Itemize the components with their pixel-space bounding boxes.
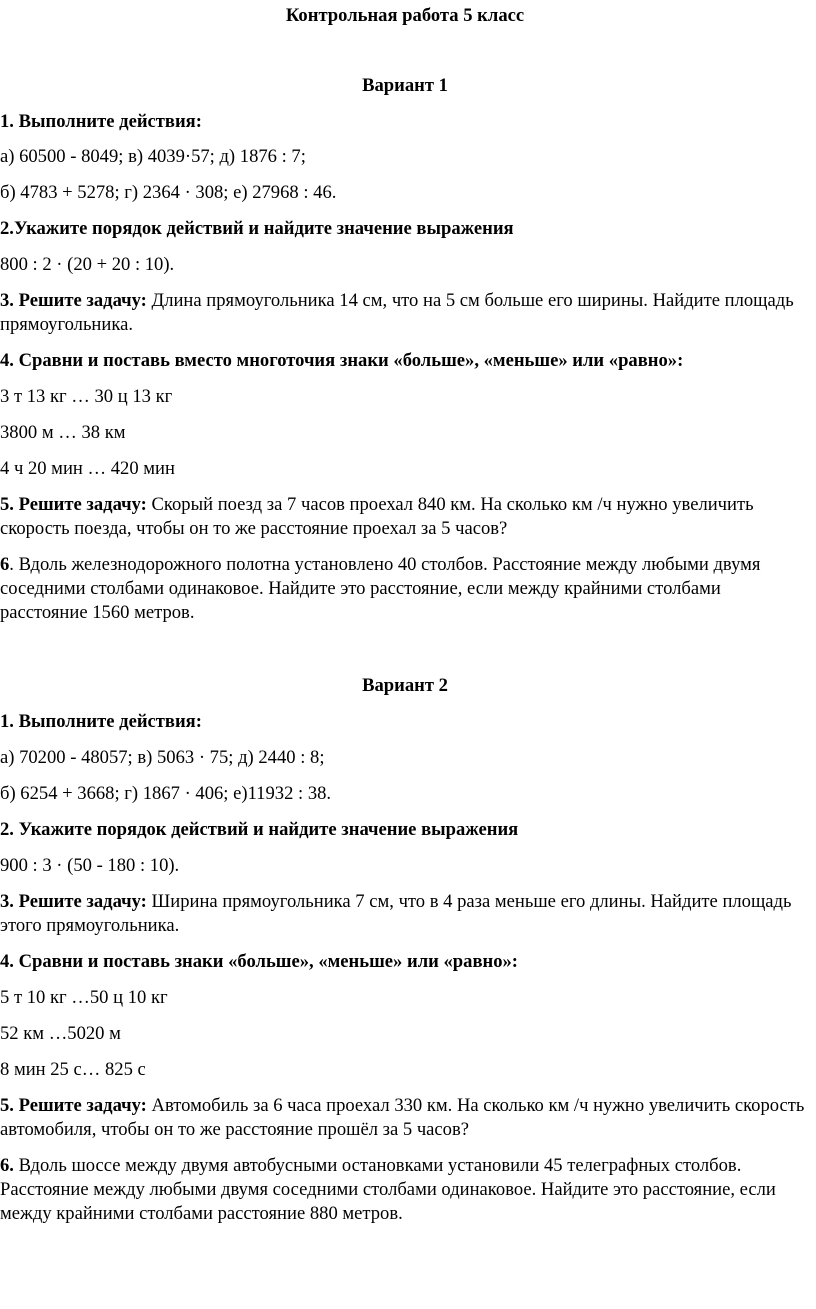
variant-1-task-2-expression: 800 : 2 · (20 + 20 : 10). bbox=[0, 254, 175, 275]
variant-1-task-5-text: Скорый поезд за 7 часов проехал 840 км. На сколько км /ч нужно увеличить скорость поезда, чтобы он то же расстояние проехал за 5 часов? bbox=[0, 494, 754, 539]
variant-1-task-6-label: 6 bbox=[0, 554, 10, 575]
variant-2-task-1-line-b: б) 6254 + 3668; г) 1867 · 406; е)11932 : 38. bbox=[0, 783, 332, 804]
variant-1-task-3-text: Длина прямоугольника 14 см, что на 5 см больше его ширины. Найдите площадь прямоугольника. bbox=[0, 290, 794, 335]
variant-1-task-6-text: . Вдоль железнодорожного полотна установлено 40 столбов. Расстояние между любыми двумя соседними столбами одинаковое. Найдите это расстояние, если между крайними столбами расстояние 1560 метров. bbox=[0, 554, 761, 623]
variant-1-task-4-item-2: 3800 м … 38 км bbox=[0, 422, 126, 443]
variant-1-task-4-item-3: 4 ч 20 мин … 420 мин bbox=[0, 458, 175, 479]
variant-1-task-4-title: 4. Сравни и поставь вместо многоточия знаки «больше», «меньше» или «равно»: bbox=[0, 350, 684, 371]
variant-1-task-1-title: 1. Выполните действия: bbox=[0, 111, 202, 132]
variant-2-task-6-label: 6. bbox=[0, 1155, 14, 1176]
variant-1-task-5 bbox=[0, 493, 812, 541]
variant-1-task-4-item-1: 3 т 13 кг … 30 ц 13 кг bbox=[0, 386, 173, 407]
variant-1-heading: Вариант 1 bbox=[362, 75, 448, 96]
variant-1-task-5-label: 5. Решите задачу: bbox=[0, 494, 147, 515]
variant-2-task-5-text: Автомобиль за 6 часа проехал 330 км. На сколько км /ч нужно увеличить скорость автомобиля, чтобы он то же расстояние прошёл за 5 часов? bbox=[0, 1095, 805, 1140]
document-title: Контрольная работа 5 класс bbox=[285, 5, 525, 26]
variant-1-task-1-line-b: б) 4783 + 5278; г) 2364 · 308; е) 27968 : 46. bbox=[0, 182, 337, 203]
variant-2-task-5-label: 5. Решите задачу: bbox=[0, 1095, 147, 1116]
variant-2-task-4-title: 4. Сравни и поставь знаки «больше», «меньше» или «равно»: bbox=[0, 951, 518, 972]
variant-2-task-6 bbox=[0, 1154, 812, 1226]
variant-2-task-3-label: 3. Решите задачу: bbox=[0, 891, 147, 912]
variant-2-task-5 bbox=[0, 1094, 812, 1142]
variant-1-task-3 bbox=[0, 289, 812, 337]
variant-2-task-4-item-2: 52 км …5020 м bbox=[0, 1023, 121, 1044]
variant-1-task-1-line-a: а) 60500 - 8049; в) 4039·57; д) 1876 : 7; bbox=[0, 146, 306, 167]
variant-2-task-1-title: 1. Выполните действия: bbox=[0, 711, 202, 732]
variant-2-task-2-title: 2. Укажите порядок действий и найдите значение выражения bbox=[0, 819, 519, 840]
variant-2-task-3-text: Ширина прямоугольника 7 см, что в 4 раза меньше его длины. Найдите площадь этого прямоугольника. bbox=[0, 891, 792, 936]
variant-2-task-4-item-1: 5 т 10 кг …50 ц 10 кг bbox=[0, 987, 168, 1008]
variant-2-heading: Вариант 2 bbox=[362, 675, 448, 696]
variant-2-task-2-expression: 900 : 3 · (50 - 180 : 10). bbox=[0, 855, 180, 876]
variant-2-task-3 bbox=[0, 890, 812, 938]
variant-2-task-1-line-a: а) 70200 - 48057; в) 5063 · 75; д) 2440 : 8; bbox=[0, 747, 325, 768]
variant-2-task-6-text: Вдоль шоссе между двумя автобусными остановками установили 45 телеграфных столбов. Расстояние между любыми двумя соседними столбами одинаковое. Найдите это расстояние, если между крайними столбами расстояние 880 метров. bbox=[0, 1155, 776, 1224]
variant-2-task-4-item-3: 8 мин 25 с… 825 с bbox=[0, 1059, 146, 1080]
variant-1-task-3-label: 3. Решите задачу: bbox=[0, 290, 147, 311]
variant-1-task-6 bbox=[0, 553, 812, 625]
variant-1-task-2-title: 2.Укажите порядок действий и найдите значение выражения bbox=[0, 218, 514, 239]
